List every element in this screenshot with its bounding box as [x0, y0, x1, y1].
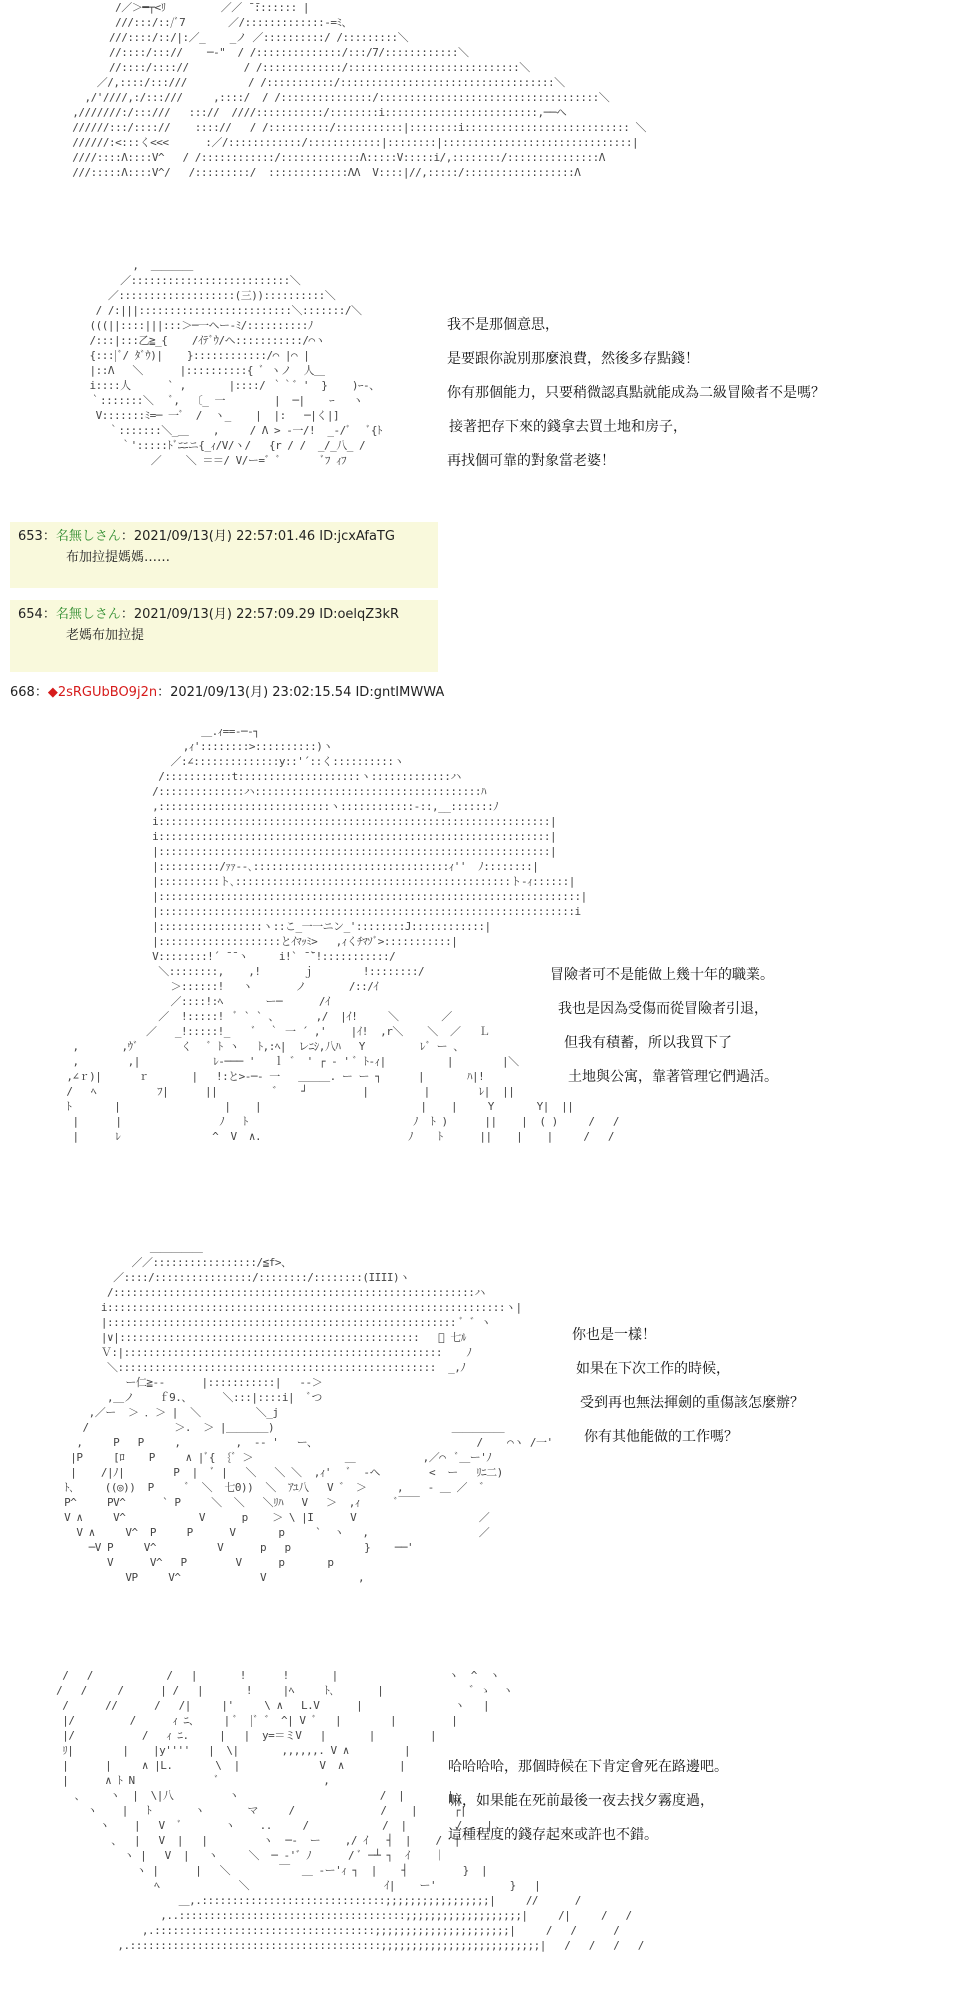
reply-post-654: [10, 600, 438, 672]
poster-name: 名無しさん: [55, 529, 121, 544]
post-number: 668: [10, 685, 35, 700]
post-meta: ：2021/09/13(月) 23:02:15.54 ID:gntIMWWA: [157, 685, 445, 700]
dialog-line: 這種程度的錢存起來或許也不錯。: [448, 1827, 658, 1843]
post-header: 653：名無しさん：2021/09/13(月) 22:57:01.46 ID:jcxAfaTG: [18, 529, 395, 544]
dialog-line: 土地與公寓，靠著管理它們過活。: [568, 1069, 778, 1085]
dialog-line: 哈哈哈哈，那個時候在下肯定會死在路邊吧。: [448, 1759, 728, 1775]
post-header-668: 668：◆2sRGUbBO9j2n：2021/09/13(月) 23:02:15.54 ID:gntIMWWA: [10, 685, 445, 700]
reply-post-653: [10, 522, 438, 588]
dialog-line: 再找個可靠的對象當老婆！: [447, 453, 615, 469]
dialog-line: 受到再也無法揮劍的重傷該怎麼辦？: [580, 1395, 804, 1411]
dialog-line: 嘛，如果能在死前最後一夜去找夕霧度過，: [448, 1793, 714, 1809]
post-number: 654: [18, 607, 43, 622]
poster-name: ◆2sRGUbBO9j2n: [47, 685, 158, 700]
poster-name: 名無しさん: [55, 607, 121, 622]
dialog-line: 是要跟你說別那麼浪費，然後多存點錢！: [447, 351, 699, 367]
dialog-3: [572, 1318, 804, 1454]
ascii-art-top: /／＞━┬<ﾘ ／／ ̄ ̄::::::: | ///:::/::/ﾞ7 ／/:::::::::::::-=ﾐ、 ///::::/::/|:／_ _ノ ／::::::::::/ /:::::::::＼ //::::/:::// ─‐" / /::::::::::::::/:::/7/::::::::::::＼ //::::/::::// / /:::::::::::::/::::::::::::::::::::::::::::＼ ／/,::::/:::/// / /:::::::::::/:::::::::::::::::::::::::::::::::::＼ ,/'////,:/:::/// ,::::/ / /:::::::::::::::/::::::::::::::::::::::::::::::::::::＼ ,///////:/:::/// :::// ////:::::::::::/::::::::i:::::::::::::::::::::::::,──ヘ //////:::/::::// ::::// / /::::::::::/:::::::::::|::::::::i::::::::::::::::::::::::::: ＼ //////:<:::く<<< :／/::::::::::::/::::::::::::|::::::::|:::::::::::::::::::::::::::::::| ////::::Λ::::V^ / /::::::::::::/:::::::::::::Λ:::::V:::::i/,::::::::/:::::::::::::::Λ ///:::::Λ::::V^/ /:::::::::/ :::::::::::::ΛΛ V::::|//,:::::/::::::::::::::::::Λ: [72, 1, 647, 179]
dialog-line: 我不是那個意思，: [447, 317, 559, 333]
post-body: 布加拉提媽媽……: [66, 550, 171, 565]
dialog-2: [550, 958, 778, 1094]
post-body: 老媽布加拉提: [66, 628, 145, 643]
dialog-4: [448, 1750, 728, 1852]
dialog-line: 如果在下次工作的時候，: [576, 1361, 730, 1377]
dialog-line: 冒險者可不是能做上幾十年的職業。: [550, 967, 774, 983]
ascii-art-3: ＿＿＿＿＿ ／／:::::::::::::::::/≦f>、 ／::::/::::::::::::::::/::::::::/::::::::(IIII)ヽ /:::::::::::::::::::::::::::::::::::::::::::::::::::::::::::ハ i:::::::::::::::::::::::::::::::::::::::::::::::::::::::::::::::::ヽ| |::::::::::::::::::::::::::::::::::::::::::::::::::::::::: ﾞ ゛ヽ |∨|::::::::::::::::::::::::::::::::::::::::::::::::: ﾞ 七ﾙ Ｖ:|:::::::::::::::::::::::::::::::::::::::::::::::::::: ﾉ ＼:::::::::::::::::::::::::::::::::::::::::::::::::::: _,ﾉ ー仁≧-- |:::::::::::| --＞ ,＿ノ ｆ9.、 ＼:::|::::i| ﾞつ ,／ー ＞ ．＞ | ＼ ＼_j / ＞. ＞ |＿＿＿＿) ＿＿＿＿＿ , P P , , -‐ ' ー、 / ⌒ヽ /一' |P [ﾛ P ∧ |ﾞ{ {ﾞ ＞ ＿ ,／⌒ ﾞ＿ー'ﾉ | /|ﾉ| P | ﾞ | ＼ ＼ ＼ ,ｨ' ﾞ -ヘ < ー ﾘﾆ二) ﾄ､ ((◎)) P ﾞ ＼ 七0)) ＼ ｱﾕ八 V ゛ ＞ , ‐ ＿ ／ ゛ P^ PV^ ` P ＼ ＼ ＼ﾘﾊ V ＞ ,ｨ ﾞ￣￣ V ∧ V^ V p ＞ \ |I V ／ V ∧ V^ P P V p ` ヽ , ／ ─V P V^ V p p } ──' V V^ P V p p VP V^ V ,: [64, 1241, 553, 1584]
ascii-art-4: / / / | ! ! | ヽ ^ ヽ / / / | / | ! |ﾍ ﾄ､ | ゛ゝ ヽ / // / /| |' \ ∧ L.V | ヽ | |/ / ｨ ﾆ、 | ﾞ |ﾞ ゛ ^| V ﾞ | | | |/ / ｨ ﾆ. | | y=＝ミV | | | ﾘ| | |y'''' | \| ,,,,,,. V ∧ | | | ∧ |L. \ | V ∧ | | ∧ ﾄ Ν ﾞ , 、 ヽ | \|八 ヽ / | | ヽ | ﾄ ヽ マ / / | ┌| ヽ | V ﾞ ヽ .. / / | / | 、 | V | | ヽ ─‐ ー ,/ ｲ ┤ | / | ヽ | V | ヽ ＼ ─ ‐'゛ﾉ / ﾞ ─┴ ┐ ｲ ｜ ヽ | | ＼ ￣ ＿ -ー'ｨ ┐ | ┤ } | ﾍ ＼ ｲ| ー' } | ＿,.::::::::::::::::::::::::::::::;;;;;;;;;;;;;;;;;| // / ,..:::::::::::::::::::::::::::::::::::::;;;;;;;;;;;;;;;;;;;| /| / / ,.::::::::::::::::::::::::::::::::::::;;;;;;;;;;;;;;;;;;;;;;| / / / ,.:::::::::::::::::::::::::::::::::::::::::;;;;;;;;;;;;;;;;;;;;;;;;;;| / / / /: [56, 1669, 644, 1952]
ascii-art-1: , ＿＿＿＿ ／::::::::::::::::::::::::::＼ ／:::::::::::::::::::(三))::::::::::＼ / /:|||:::::::::::::::::::::::::＼:::::::/＼ (((||::::|||:::＞─一ヘー-ﾐ/::::::::::ﾉ /:::|:::乙≧_{ /ｲﾃﾞｳ/ヘ:::::::::::/⌒ヽ {:::|ﾞ/ ﾀﾞｳ)| }::::::::::::/⌒ |⌒ | |::Λ ＼ |::::::::::{ ﾞ ヽノ 人＿ i::::人 ` , |::::/ ｀｀゛' } )ｰ-、 ｀:::::::＼ ﾞ, 〔_ 一 | ─| ｰ ヽ V:::::::ﾐ=─ 一ﾞ / ヽ_ | |: ─|く|] ｀:::::::＼_＿ , / Λ > ‐一/! _‐/ﾞ ﾞ{ﾄ ｀':::::ﾄﾞﾆﾆニ{_ｨ/V/ヽ/ {r / / _/_八_ / ／ ＼ ＝＝/ V/ー=゛ﾞ ﾞﾌ ｨﾌ: [89, 259, 382, 467]
dialog-line: 你有其他能做的工作嗎？: [584, 1429, 738, 1445]
dialog-line: 但我有積蓄，所以我買下了: [564, 1035, 732, 1051]
ascii-art-2: ＿.ｨ==-─‐┐ ,ｨ'::::::::>::::::::::)ヽ ／:∠::::::::::::::y::'´::く::::::::::ヽ /:::::::::::t::::::::::::::::::::ヽ:::::::::::::ハ /::::::::::::::ハ:::::::::::::::::::::::::::::::::::::ﾊ ,::::::::::::::::::::::::::::ヽ::::::::::::-::,__:::::::ﾉ i::::::::::::::::::::::::::::::::::::::::::::::::::::::::::::::::| i::::::::::::::::::::::::::::::::::::::::::::::::::::::::::::::::| |::::::::::::::::::::::::::::::::::::::::::::::::::::::::::::::::| |::::::::::/ｧｧ--､::::::::::::::::::::::::::::::::ｨ'' ﾉ::::::::| |::::::::::ト､:::::::::::::::::::::::::::::::::::::::::::::ト-ｨ::::::| |:::::::::::::::::::::::::::::::::::::::::::::::::::::::::::::::::::::| |::::::::::::::::::::::::::::::::::::::::::::::::::::::::::::::::::::i |:::::::::::::::::ヽ::こ_一一ニン_'::::::::J::::::::::::| |::::::::::::::::::::とｲﾏｯﾐ> ,ｨくﾁﾏｿﾞ>:::::::::::| V::::::::!´ ̄ ̄ ヽ i!` ̄ ̄`!:::::::::::/ ＼::::::::, ,! ｊ !::::::::/ ＞::::::! ヽ ノ /::/ｲ ／::::!:ﾍ ー─ /ｲ ／ !:::::! ﾞ ` ` 、 ,/ |ｲ! ＼ ／ ／ _!:::::!_ ﾞ ｀ 一 ´ ,' |ｲ! ,r＼ ＼ ／ Ｌ , ,ｳﾞ く ﾞ ﾄ ヽ ﾄ,:ﾍ| レﾆｼ,八ﾊ Y ﾚﾞ ー 、 , ,| ﾚ-─── ' ｌ ゛ ' ┌ - ' ﾞ ﾄ-ｨ| | |＼ ,∠ｒ)| ｒ | !:と>‐─‐ 一 ＿＿＿. ー ー ┐ | ﾊ|! / ﾍ ﾌ| || ゛ ┘ | | ﾚ| || ﾄ | | | | | Y Y| || | | ﾉ ﾄ ﾉ ﾄ ) || | ( ) / / | ﾚ ^ V ∧. ﾉ ﾄ || | | / /: [66, 725, 620, 1143]
dialog-line: 我也是因為受傷而從冒險者引退，: [558, 1001, 768, 1017]
post-number: 653: [18, 529, 43, 544]
dialog-1: [447, 308, 825, 478]
dialog-line: 你也是一樣！: [572, 1327, 656, 1343]
dialog-line: 接著把存下來的錢拿去買土地和房子，: [449, 419, 687, 435]
dialog-line: 你有那個能力，只要稍微認真點就能成為二級冒險者不是嗎？: [447, 385, 825, 401]
post-meta: ：2021/09/13(月) 22:57:09.29 ID:oelqZ3kR: [120, 607, 400, 622]
post-meta: ：2021/09/13(月) 22:57:01.46 ID:jcxAfaTG: [120, 529, 395, 544]
post-header: 654：名無しさん：2021/09/13(月) 22:57:09.29 ID:oelqZ3kR: [18, 607, 400, 622]
